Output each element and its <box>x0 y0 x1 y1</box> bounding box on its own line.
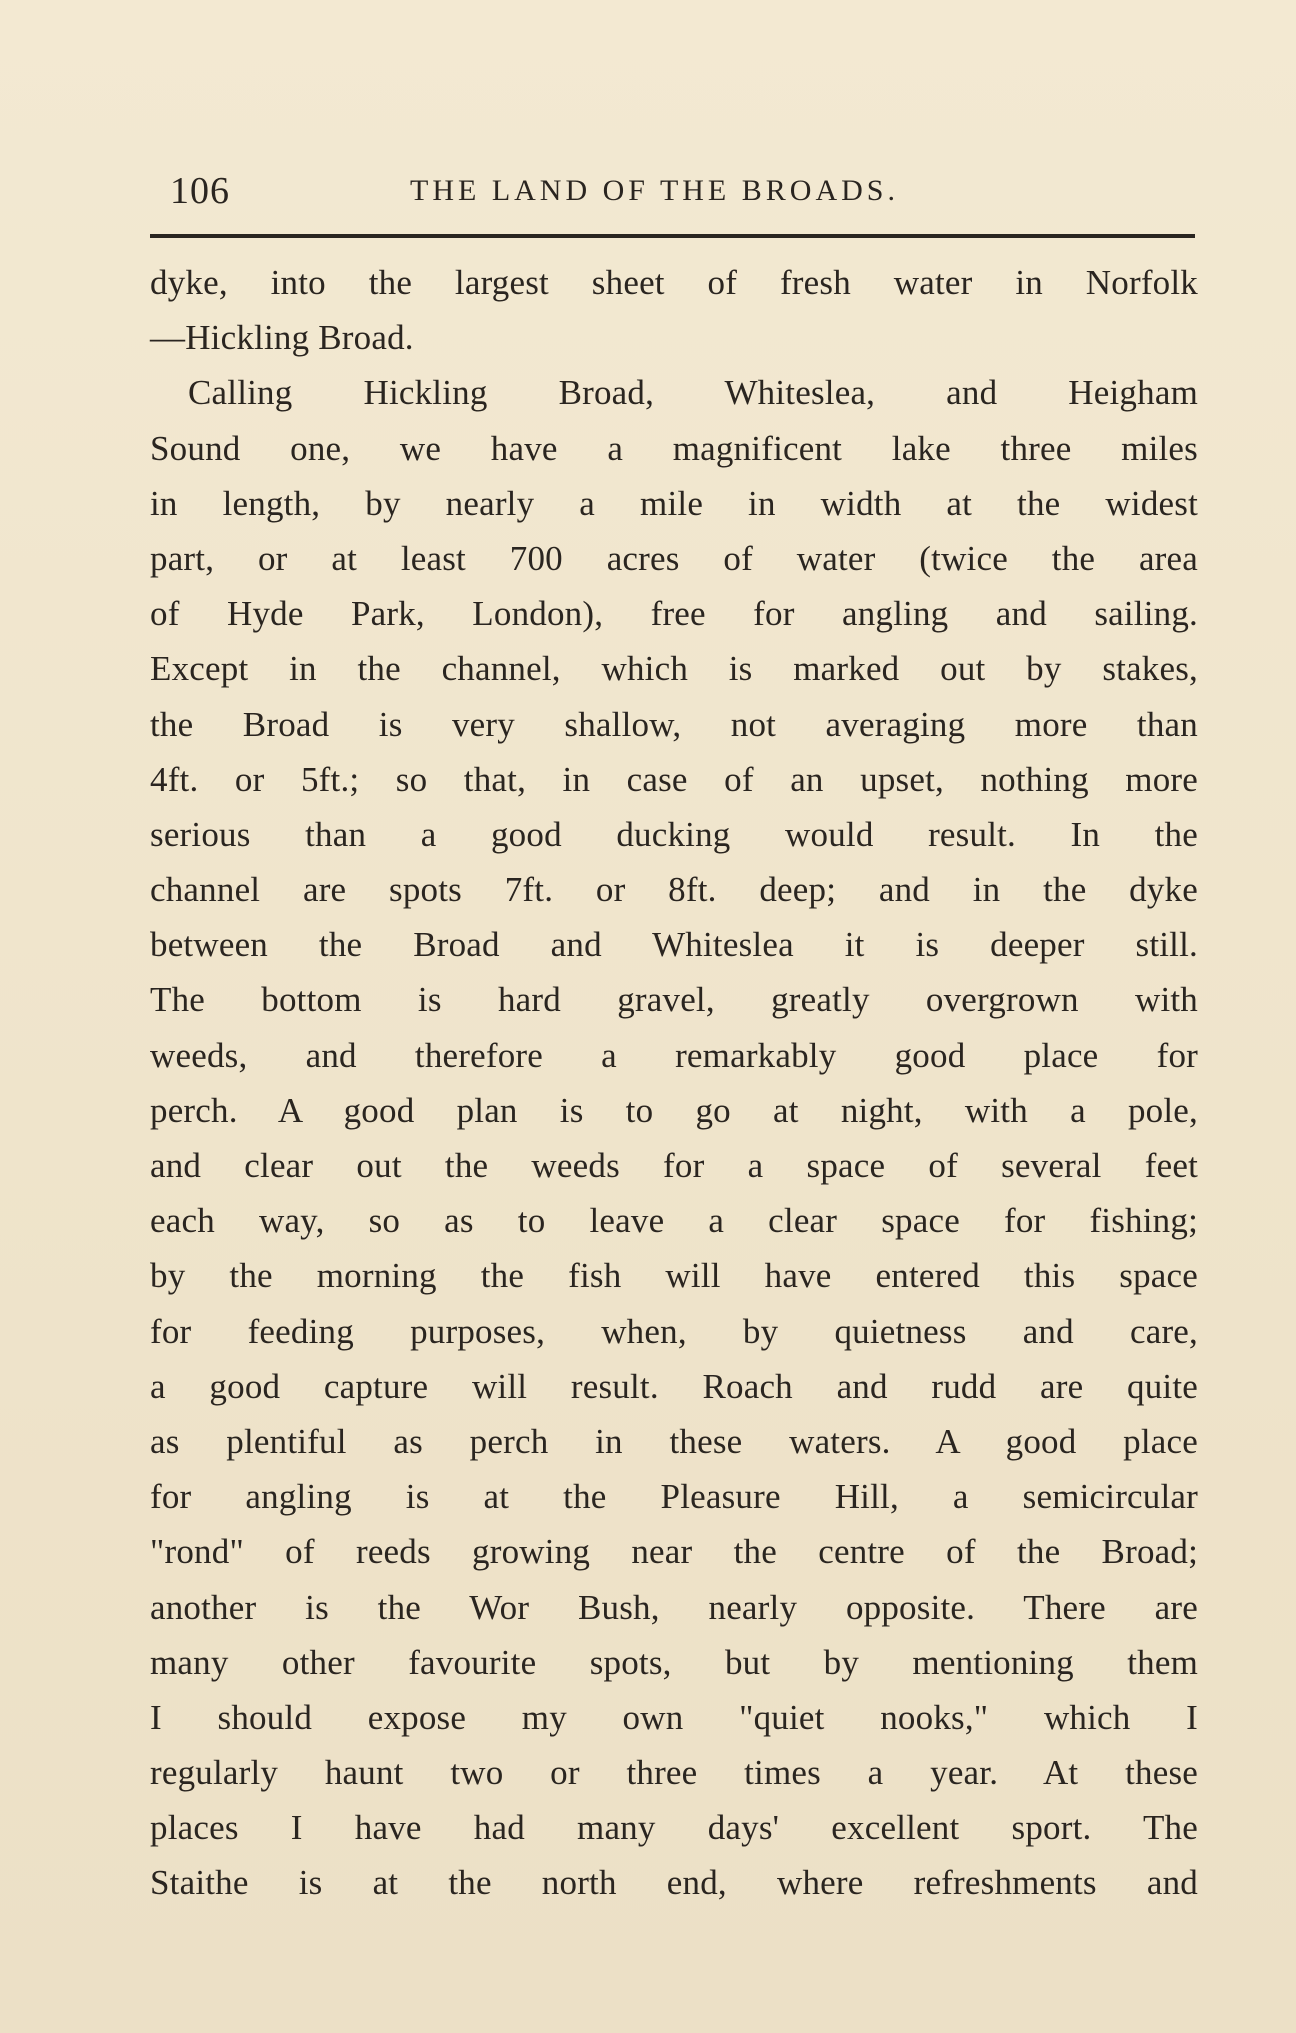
text-line: 4ft. or 5ft.; so that, in case of an upset, nothing more <box>150 759 1198 799</box>
text-line: dyke, into the largest sheet of fresh water in Norfolk <box>150 263 1198 302</box>
text-line: for feeding purposes, when, by quietness and care, <box>150 1311 1198 1351</box>
header-rule <box>150 234 1195 238</box>
text-line: part, or at least 700 acres of water (twice the area <box>150 538 1198 578</box>
text-line: perch. A good plan is to go at night, with a pole, <box>150 1090 1198 1130</box>
text-line: Calling Hickling Broad, Whiteslea, and Heigham <box>188 373 1198 413</box>
book-title: THE LAND OF THE BROADS. <box>410 174 899 207</box>
text-line: The bottom is hard gravel, greatly overgrown with <box>150 980 1198 1020</box>
text-line: regularly haunt two or three times a year. At these <box>150 1753 1198 1793</box>
text-line: channel are spots 7ft. or 8ft. deep; and in the dyke <box>150 870 1198 910</box>
text-line: —Hickling Broad. <box>150 318 414 358</box>
text-line: the Broad is very shallow, not averaging more than <box>150 704 1198 744</box>
text-line: for angling is at the Pleasure Hill, a semicircular <box>150 1477 1198 1517</box>
text-line: Except in the channel, which is marked out by stakes, <box>150 649 1198 689</box>
text-line: Staithe is at the north end, where refreshments and <box>150 1863 1198 1903</box>
text-line: I should expose my own "quiet nooks," which I <box>150 1697 1198 1737</box>
text-line: and clear out the weeds for a space of several feet <box>150 1146 1198 1185</box>
text-line: another is the Wor Bush, nearly opposite. There are <box>150 1587 1198 1627</box>
text-line: serious than a good ducking would result. In the <box>150 814 1198 854</box>
text-line: by the morning the fish will have entered this space <box>150 1256 1198 1296</box>
running-head <box>150 166 1195 216</box>
text-line: a good capture will result. Roach and rudd are quite <box>150 1366 1198 1406</box>
text-line: places I have had many days' excellent sport. The <box>150 1808 1198 1848</box>
text-line: weeds, and therefore a remarkably good place for <box>150 1035 1198 1075</box>
page-number: 106 <box>170 170 230 212</box>
text-line: "rond" of reeds growing near the centre of the Broad; <box>150 1532 1198 1572</box>
text-line: of Hyde Park, London), free for angling and sailing. <box>150 594 1198 634</box>
text-line: Sound one, we have a magnificent lake three miles <box>150 428 1198 468</box>
text-line: in length, by nearly a mile in width at the widest <box>150 483 1198 523</box>
body-text <box>150 255 1198 1911</box>
text-line: as plentiful as perch in these waters. A good place <box>150 1421 1198 1461</box>
text-line: each way, so as to leave a clear space for fishing; <box>150 1201 1198 1241</box>
text-line: many other favourite spots, but by mentioning them <box>150 1642 1198 1682</box>
text-line: between the Broad and Whiteslea it is deeper still. <box>150 925 1198 965</box>
